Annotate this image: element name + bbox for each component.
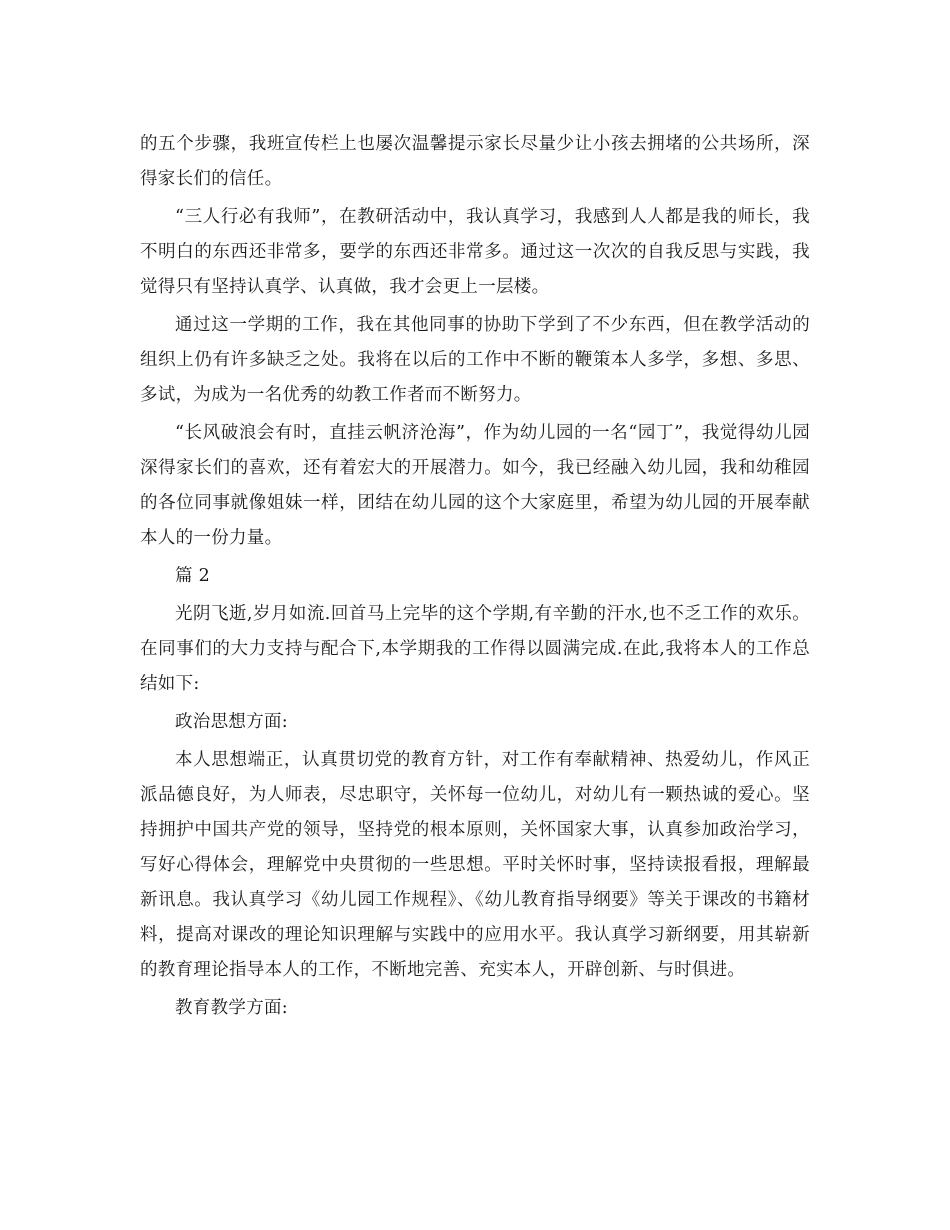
paragraph-5: 光阴飞逝,岁月如流.回首马上完毕的这个学期,有辛勤的汗水,也不乏工作的欢乐。在同事们的大力支持与配合下,本学期我的工作得以圆满完成.在此,我将本人的工作总结如下:	[140, 604, 810, 694]
paragraph-4: “长风破浪会有时，直挂云帆济沧海”，作为幼儿园的一名“园丁”，我觉得幼儿园深得家长们的喜欢，还有着宏大的开展潜力。如今，我已经融入幼儿园，我和幼稚园的各位同事就像姐妹一样，团结在幼儿园的这个大家庭里，希望为幼儿园的开展奉献本人的一份力量。	[140, 423, 810, 548]
section-heading-part-2: 篇 2	[175, 566, 211, 586]
subheading-teaching: 教育教学方面:	[175, 998, 288, 1018]
paragraph-1: 的五个步骤，我班宣传栏上也屡次温馨提示家长尽量少让小孩去拥堵的公共场所，深得家长们的信任。	[140, 134, 810, 189]
paragraph-6: 本人思想端正，认真贯切党的教育方针，对工作有奉献精神、热爱幼儿，作风正派品德良好，为人师表，尽忠职守，关怀每一位幼儿，对幼儿有一颗热诚的爱心。坚持拥护中国共产党的领导，坚持党的根本原则，关怀国家大事，认真参加政治学习，写好心得体会，理解党中央贯彻的一些思想。平时关怀时事，坚持读报看报，理解最新讯息。我认真学习《幼儿园工作规程》、《幼儿教育指导纲要》等关于课改的书籍材料，提高对课改的理论知识理解与实践中的应用水平。我认真学习新纲要，用其崭新的教育理论指导本人的工作，不断地完善、充实本人，开辟创新、与时俱进。	[140, 750, 810, 980]
paragraph-2: “三人行必有我师”，在教研活动中，我认真学习，我感到人人都是我的师长，我不明白的东西还非常多，要学的东西还非常多。通过这一次次的自我反思与实践，我觉得只有坚持认真学、认真做，我才会更上一层楼。	[140, 207, 810, 297]
paragraph-3: 通过这一学期的工作，我在其他同事的协助下学到了不少东西，但在教学活动的组织上仍有许多缺乏之处。我将在以后的工作中不断的鞭策本人多学，多想、多思、多试，为成为一名优秀的幼教工作者而不断努力。	[140, 315, 810, 405]
subheading-political: 政治思想方面:	[175, 712, 288, 732]
document-body	[140, 127, 810, 1029]
